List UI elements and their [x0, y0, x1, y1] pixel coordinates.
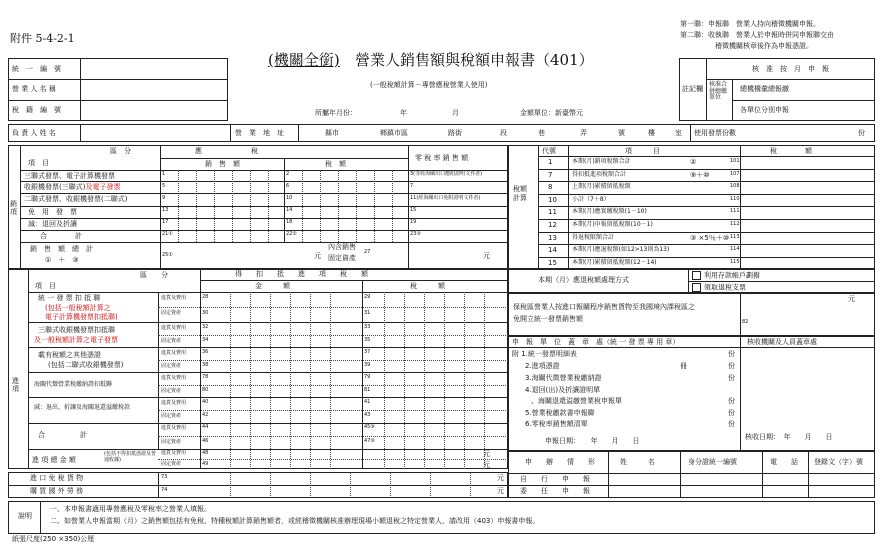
foreign-service-code: 74: [161, 487, 168, 493]
period-label: 所屬年月份：: [315, 109, 357, 117]
tax-row-2-formula: ⑨＋⑩: [690, 170, 710, 179]
bonded-code: 82: [742, 319, 749, 325]
tax-row-4-num: 110: [730, 195, 740, 202]
attach-copies-3: 份: [728, 397, 735, 405]
purchase-row-1-sub: (包括一般稅額計算之: [45, 304, 111, 312]
attach-copies-5: 份: [728, 420, 735, 428]
purchase-item-label: 項 目: [35, 282, 56, 290]
tax-row-1-num: 101: [730, 158, 740, 164]
sales-row-5-label: 減：退回及折讓: [28, 220, 77, 228]
tax-row-8-num: 114: [730, 246, 740, 253]
zero-rate-yuan: 元: [483, 252, 490, 260]
sales-row-2-label: 收銀機發票(三聯式)及電子發票: [24, 183, 121, 191]
purchase-row-2-g1: 32: [202, 324, 209, 330]
item-header: 項 目: [625, 147, 660, 155]
purchase-row-4-goods: 進貨及費用: [161, 375, 187, 381]
period-year-label: 年: [400, 109, 407, 117]
tax-row-5-num: 111: [730, 208, 740, 215]
purchase-row-3-f1: 38: [202, 362, 209, 368]
tax-row-6-num: 112: [730, 221, 740, 227]
sales-row-5-c1: 17: [162, 219, 169, 225]
invoice-used-label: 使用發票份數: [694, 129, 736, 137]
sales-total-code: 25①: [162, 252, 173, 258]
sales-row-1-label: 三聯式發票、電子計算機發票: [24, 172, 115, 180]
tax-row-6-label: 本期(月)申報留抵稅額(10－1): [572, 221, 653, 228]
purchase-row-5-f2: 43: [364, 412, 371, 418]
purchase-row-6-goods: 進貨及費用: [161, 425, 187, 431]
sales-row-4-c3: 15: [410, 207, 417, 213]
tax-row-9-label: 本期(月)累積留抵稅額(12－14): [572, 258, 657, 266]
tax-row-5-label: 本期(月)應實繳稅額(1－10): [572, 208, 647, 216]
purchase-total-label: 進 項 總 金 額: [32, 456, 76, 464]
purchase-row-6-f2: 47⑩: [364, 438, 375, 444]
tax-row-7-num: 113: [730, 233, 740, 240]
purchase-row-2-g2: 33: [364, 324, 371, 330]
purchase-total-note: (包括不得扣抵憑證及普通收據): [104, 451, 156, 463]
agent-phone-header: 電 話: [770, 458, 798, 466]
purchase-row-2-f2: 35: [364, 337, 371, 343]
tax-row-7-formula: ③ ×5％＋⑩: [690, 233, 730, 242]
sales-row-3-c2: 10: [286, 195, 293, 201]
tax-row-4-label: 小計（7＋8）: [572, 195, 610, 203]
addr-floor: 樓: [648, 129, 655, 137]
tax-row-9-num: 115: [730, 258, 740, 265]
owner-name-field[interactable]: [84, 127, 224, 139]
merge-approval-label: 核准合併總繳單位: [709, 81, 728, 102]
fixed-assets-label: 固定資產: [328, 254, 356, 262]
tax-row-2-code: 7: [548, 170, 553, 179]
purchase-total-goods: 進貨及費用: [161, 450, 187, 456]
sales-row-4-label: 免 用 發 票: [28, 208, 77, 216]
sales-row-3-c1: 9: [162, 195, 166, 201]
sales-row-1-c3: 3(非經海關出口應附證明文件者): [410, 171, 483, 177]
form-subtitle: (一般稅額計算－專營應稅營業人使用): [370, 81, 488, 89]
purchase-row-1-g1: 28: [202, 294, 209, 300]
tax-id-label: 統 一 編 號: [12, 65, 61, 73]
amount-unit-label: 金額單位：新臺幣元: [520, 109, 583, 117]
self-filing-label: 自 行 申 報: [520, 475, 590, 483]
transfer-checkbox[interactable]: [692, 271, 701, 280]
sales-total-label: 銷 售 額 總 計: [30, 245, 93, 253]
purchase-total-t2: 49: [202, 461, 209, 467]
purchase-row-1-goods: 進貨及費用: [161, 295, 187, 301]
code-header: 代號: [542, 147, 556, 155]
purchase-row-3-g1: 36: [202, 349, 209, 355]
purchase-row-2-f1: 34: [202, 337, 209, 343]
attach-3b: 、海關退還溢繳營業稅申報單: [531, 397, 622, 405]
purchase-tax-header: 稅 額: [410, 282, 445, 290]
agent-id-header: 身分證統一編號: [688, 458, 737, 466]
form-code: 附件 5-4-2-1: [10, 32, 75, 45]
tax-row-6-code: 12: [548, 221, 557, 229]
sales-row-6-c3: 23③: [410, 231, 421, 237]
agency-title-prefix: (機關全銜): [268, 51, 340, 69]
tax-row-3-num: 108: [730, 183, 740, 190]
period-month-label: 月: [452, 109, 459, 117]
sales-row-4-c1: 13: [162, 207, 169, 213]
purchase-row-6-g2: 45⑨: [364, 424, 375, 430]
purchase-row-4-g2: 79: [364, 374, 371, 380]
note-2: 二、如營業人申報當期（月）之銷售額包括有免稅、特種稅額計算銷售額者，或經稽徵機關核准辦理現場小額退稅之特定營業人，請改用（403）申報書申報。: [50, 517, 540, 525]
import-duty-free-label: 進 口 免 稅 貨 物: [30, 474, 84, 482]
purchase-row-5-g1: 40: [202, 399, 209, 405]
sales-row-5-c2: 18: [286, 219, 293, 225]
tax-row-8-code: 14: [548, 246, 557, 255]
attach-3: 4.退回(出)及折讓證明單: [525, 386, 601, 394]
monthly-approval-label: 核 准 按 月 申 報: [752, 65, 829, 73]
addr-lane: 巷: [538, 129, 545, 137]
tax-id-field[interactable]: [84, 62, 224, 76]
filing-date: 申報日期： 年 月 日: [545, 437, 640, 445]
tax-header: 稅 額: [770, 147, 812, 155]
stamp-header: 申 報 單 位 蓋 章 處（統 一 發 票 專 用 章）: [512, 338, 680, 346]
purchase-row-6-g1: 44: [202, 424, 209, 430]
purchase-row-4-f2: 81: [364, 387, 371, 393]
sales-row-3-c3: 11(經海關出口免附證明文件者): [410, 195, 481, 201]
agent-name-header: 姓 名: [620, 458, 655, 466]
note-column-label: 註記欄: [682, 85, 703, 93]
tax-reg-label: 稅 籍 編 號: [12, 106, 61, 114]
head-office-label: 總機構彙總報繳: [740, 85, 789, 93]
purchase-row-2-label-red: 及一般稅額計算之電子發票: [34, 336, 118, 344]
purchase-row-5-label: 減：退出、折讓及海關退還溢繳稅款: [34, 404, 131, 411]
deductible-label: 得 扣 抵 進 項 稅 額: [235, 270, 368, 278]
purchase-row-5-f1: 42: [202, 412, 209, 418]
bonded-text-1: 保稅區營業人按進口報關程序銷售貨物至我國境內課稅區之: [513, 303, 695, 311]
tax-row-7-label: 得退稅限額合計: [572, 233, 615, 241]
sales-region-label: 區 分: [110, 147, 131, 155]
import-yuan: 元: [497, 474, 504, 482]
copy-note-1: 第一聯：申報聯 營業人持向稽徵機關申報。: [680, 20, 820, 28]
owner-label: 負 責 人 姓 名: [12, 129, 56, 137]
tax-row-3-code: 8: [548, 183, 553, 192]
attach-copies-2: 份: [728, 374, 735, 382]
tax-row-1-formula: ②: [690, 158, 697, 166]
purchase-row-1-fixed: 固定資產: [161, 310, 182, 316]
sales-row-1-c2: 2: [286, 171, 290, 177]
purchase-amount-header: 金 額: [255, 282, 290, 290]
purchase-row-6-label: 合 計: [38, 431, 87, 439]
purchase-row-1-f2: 31: [364, 310, 371, 316]
code-27: 27: [364, 249, 371, 255]
purchase-row-1-g2: 29: [364, 294, 371, 300]
inner-label: 內含銷售: [328, 243, 356, 251]
sales-row-2-c2: 6: [286, 183, 290, 189]
tax-reg-field[interactable]: [84, 104, 224, 118]
sales-row-3-label: 二聯式發票、收銀機發票(二聯式): [24, 195, 128, 203]
sales-row-1-c1: 1: [162, 171, 166, 177]
invoice-unit: 份: [858, 129, 865, 137]
attach-copies-word: 冊: [680, 362, 687, 370]
attach-5: 6.零稅率銷售額清單: [525, 420, 588, 428]
taxable-label: 應 稅: [195, 147, 258, 155]
sales-section-label: 銷項: [10, 200, 17, 217]
note-1: 一、本申報書適用專營應稅及零稅率之營業人填報。: [50, 505, 211, 513]
bonded-text-2: 免開立統一發票銷售額: [513, 315, 583, 323]
refund-method-label: 本期（月）應退稅額處理方式: [538, 276, 629, 284]
purchase-row-1-label: 統 一 發 票 扣 抵 聯: [38, 294, 101, 302]
sales-row-5-c3: 19: [410, 219, 417, 225]
purchase-row-5-goods: 進貨及費用: [161, 400, 187, 406]
sales-total-yuan: 元: [314, 252, 321, 260]
foreign-service-label: 購 買 國 外 勞 務: [30, 487, 84, 495]
addr-number: 號: [618, 129, 625, 137]
purchase-row-1-f1: 30: [202, 310, 209, 316]
purchase-row-3-fixed: 固定資產: [161, 363, 182, 369]
attach-header: 附 1.統一發票明細表: [512, 350, 577, 358]
attach-4: 5.營業稅繳款書申報聯: [525, 409, 595, 417]
purchase-row-3-sub: (包括二聯式收銀機發票): [48, 361, 124, 369]
purchase-region-label: 區 分: [140, 271, 168, 279]
zero-rate-header: 零 稅 率 銷 售 額: [415, 154, 469, 162]
import-duty-free-code: 73: [161, 474, 168, 480]
purchase-row-4-fixed: 固定資產: [161, 388, 182, 394]
tax-row-9-code: 15: [548, 258, 557, 267]
attach-copies-0: 份: [728, 350, 735, 358]
tax-row-1-label: 本期(月)銷項稅額合計: [572, 158, 631, 165]
agent-reg-header: 登錄文（字）號: [814, 458, 863, 466]
purchase-row-3-g2: 37: [364, 349, 371, 355]
purchase-row-2-goods: 進貨及費用: [161, 325, 187, 331]
sales-row-6-label: 合 計: [40, 232, 82, 240]
form-title: 營業人銷售額與稅額申報書（401）: [355, 51, 594, 69]
addr-room: 室: [675, 129, 682, 137]
sales-row-6-c1: 21①: [162, 231, 173, 237]
attach-1: 2.進項憑證: [525, 362, 560, 370]
purchase-row-4-label: 海關代徵營業稅繳納證扣抵聯: [34, 381, 113, 388]
purchase-row-3-f2: 39: [364, 362, 371, 368]
sales-amount-header: 銷 售 額: [205, 160, 240, 168]
purchase-row-6-f1: 46: [202, 438, 209, 444]
purchase-row-2-fixed: 固定資產: [161, 338, 182, 344]
tax-row-3-label: 上期(月)累積留抵稅額: [572, 183, 631, 191]
sales-total-formula: ① ＋ ③: [45, 256, 79, 264]
addr-alley: 弄: [580, 129, 587, 137]
bonded-yuan: 元: [848, 295, 855, 303]
tax-row-1-code: 1: [548, 158, 553, 166]
address-label: 營 業 地 址: [235, 129, 284, 137]
purchase-total-yuan-1: 元: [483, 450, 490, 458]
sales-row-6-c2: 22②: [286, 231, 297, 237]
refund-option-transfer[interactable]: 利用存款帳戶劃撥: [692, 271, 760, 280]
sales-row-2-c1: 5: [162, 183, 166, 189]
sales-item-label: 項 目: [28, 159, 49, 167]
tax-row-8-label: 本期(月)應退稅額(如12>13則為13): [572, 246, 670, 254]
copy-note-2: 第二聯：收執聯 營業人於申報時併同申報聯交由: [680, 31, 834, 39]
purchase-row-5-fixed: 固定資產: [161, 413, 182, 419]
purchase-row-6-fixed: 固定資產: [161, 439, 182, 445]
sales-row-2-label-red: 及電子發票: [85, 183, 121, 191]
branch-office-label: 各單位分別申報: [740, 106, 789, 114]
refund-option-check[interactable]: 領取退稅支票: [692, 283, 746, 292]
receive-date: 核收日期： 年 月 日: [745, 433, 833, 441]
tax-row-7-code: 13: [548, 233, 557, 242]
agent-label: 申 辦 情 形: [525, 458, 595, 466]
sales-row-2-c3: 7: [410, 183, 414, 189]
attach-copies-4: 份: [728, 409, 735, 417]
paper-size: 紙張尺度(250 ×350)公厘: [12, 535, 95, 543]
addr-county: 縣市: [325, 129, 339, 137]
foreign-yuan: 元: [497, 487, 504, 495]
attach-2: 3.海關代徵營業稅繳納證: [525, 374, 602, 382]
addr-section: 段: [500, 129, 507, 137]
purchase-row-4-g1: 78: [202, 374, 209, 380]
purchase-row-2-label: 三聯式收銀機發票扣抵聯: [38, 326, 115, 334]
tax-row-2-num: 107: [730, 170, 740, 177]
business-name-label: 營 業 人 名 稱: [12, 85, 56, 93]
proxy-filing-label: 委 任 申 報: [520, 487, 590, 495]
purchase-row-5-g2: 41: [364, 399, 371, 405]
addr-road: 路街: [448, 129, 462, 137]
sales-row-4-c2: 14: [286, 207, 293, 213]
purchase-row-4-f1: 80: [202, 387, 209, 393]
check-checkbox[interactable]: [692, 283, 701, 292]
addr-district: 鄉鎮市區: [380, 129, 408, 137]
notes-label: 說明: [18, 512, 32, 520]
sales-tax-header: 稅 額: [325, 160, 346, 168]
receive-header: 核收機關及人員蓋章處: [747, 338, 817, 346]
tax-row-5-code: 11: [548, 208, 557, 217]
attach-copies-1: 份: [728, 362, 735, 370]
purchase-row-3-goods: 進貨及費用: [161, 350, 187, 356]
business-name-field[interactable]: [84, 83, 224, 97]
purchase-total-t1: 48: [202, 450, 209, 456]
purchase-row-3-label: 載有稅額之其他憑證: [38, 351, 101, 359]
purchase-total-fixed: 固定資產: [161, 461, 182, 467]
tax-row-2-label: 得扣抵進項稅額合計: [572, 170, 627, 178]
purchase-section-label: 進項: [12, 377, 19, 393]
tax-row-4-code: 10: [548, 195, 557, 204]
purchase-row-1-sub2: 電子計算機發票扣抵聯): [45, 313, 118, 321]
copy-note-3: 稽徵機關核章後作為申報憑證。: [715, 42, 813, 50]
tax-calc-label: 稅額計算: [513, 185, 527, 203]
purchase-total-yuan-2: 元: [483, 461, 490, 469]
